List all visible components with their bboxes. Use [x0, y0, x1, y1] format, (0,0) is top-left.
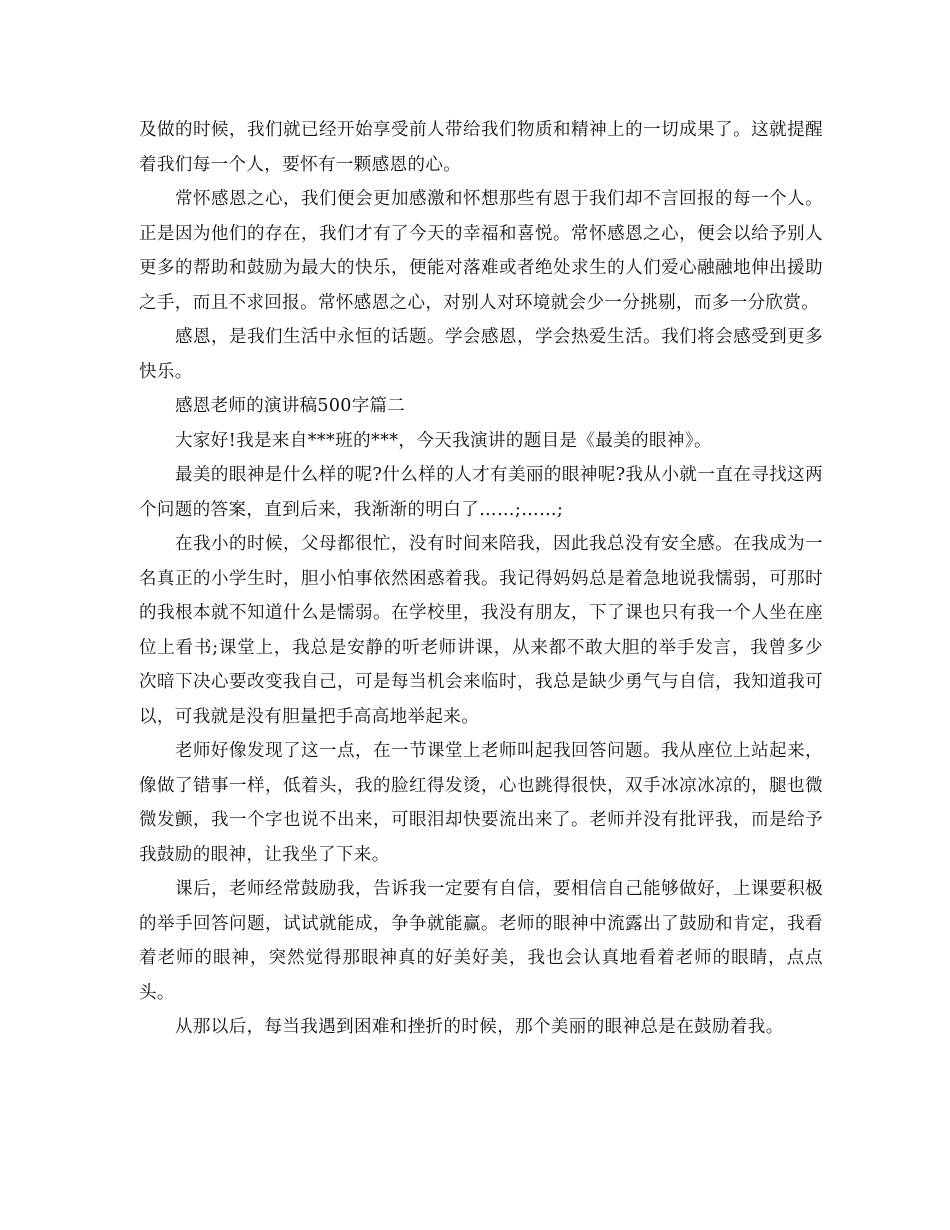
- paragraph-6: 最美的眼神是什么样的呢?什么样的人才有美丽的眼神呢?我从小就一直在寻找这两个问题的答案，直到后来，我渐渐的明白了……;……;: [139, 465, 823, 520]
- paragraph-5: 大家好!我是来自***班的***，今天我演讲的题目是《最美的眼神》。: [175, 430, 712, 451]
- paragraph-7: 在我小的时候，父母都很忙，没有时间来陪我，因此我总没有安全感。在我成为一名真正的小学生时，胆小怕事依然困惑着我。我记得妈妈总是着急地说我懦弱，可那时的我根本就不知道什么是懦弱。在学校里，我没有朋友，下了课也只有我一个人坐在座位上看书;课堂上，我总是安静的听老师讲课，从来都不敢大胆的举手发言，我曾多少次暗下决心要改变我自己，可是每当机会来临时，我总是缺少勇气与自信，我知道我可以，可我就是没有胆量把手高高地举起来。: [139, 534, 823, 727]
- paragraph-2: 常怀感恩之心，我们便会更加感激和怀想那些有恩于我们却不言回报的每一个人。正是因为他们的存在，我们才有了今天的幸福和喜悦。常怀感恩之心，便会以给予别人更多的帮助和鼓励为最大的快乐，便能对落难或者绝处求生的人们爱心融融地伸出援助之手，而且不求回报。常怀感恩之心，对别人对环境就会少一分挑剔，而多一分欣赏。: [139, 189, 823, 313]
- paragraph-8: 老师好像发现了这一点，在一节课堂上老师叫起我回答问题。我从座位上站起来，像做了错事一样，低着头，我的脸红得发烫，心也跳得很快，双手冰凉冰凉的，腿也微微发颤，我一个字也说不出来，可眼泪却快要流出来了。老师并没有批评我，而是给予我鼓励的眼神，让我坐了下来。: [139, 741, 823, 865]
- document-page: [139, 113, 823, 1045]
- section-heading: 感恩老师的演讲稿500字篇二: [175, 396, 406, 416]
- paragraph-1: 及做的时候，我们就已经开始享受前人带给我们物质和精神上的一切成果了。这就提醒着我们每一个人，要怀有一颗感恩的心。: [139, 120, 823, 175]
- paragraph-9: 课后，老师经常鼓励我，告诉我一定要有自信，要相信自己能够做好，上课要积极的举手回答问题，试试就能成，争争就能赢。老师的眼神中流露出了鼓励和肯定，我看着老师的眼神，突然觉得那眼神真的好美好美，我也会认真地看着老师的眼睛，点点头。: [139, 879, 823, 1003]
- paragraph-10: 从那以后，每当我遇到困难和挫折的时候，那个美丽的眼神总是在鼓励着我。: [175, 1017, 784, 1037]
- paragraph-3: 感恩，是我们生活中永恒的话题。学会感恩，学会热爱生活。我们将会感受到更多快乐。: [139, 327, 823, 382]
